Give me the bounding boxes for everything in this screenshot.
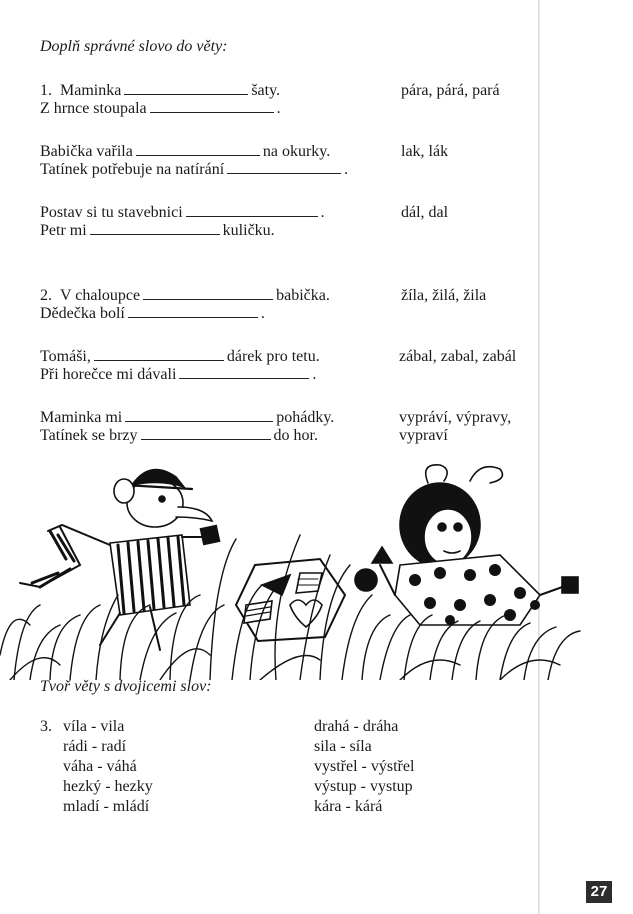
word-pair: váha - váhá	[63, 758, 137, 775]
answer-blank[interactable]	[90, 222, 220, 235]
page-number: 27	[586, 881, 612, 903]
word-options: žíla, žilá, žila	[401, 287, 487, 304]
word-pair: výstup - vystup	[314, 778, 413, 795]
exercise-1-row: Tatínek potřebuje na natírání .	[40, 161, 349, 178]
answer-blank[interactable]	[143, 287, 273, 300]
striped-character-illustration	[20, 470, 219, 650]
answer-blank[interactable]	[125, 409, 273, 422]
exercise-2-row: Tomáši, dárek pro tetu.	[40, 348, 320, 365]
answer-blank[interactable]	[227, 161, 341, 174]
word-options: pára, párá, pará	[401, 82, 500, 99]
exercise-1-row: Petr mi kuličku.	[40, 222, 275, 239]
exercise-1-instruction: Doplň správné slovo do věty:	[40, 38, 228, 55]
word-pair: vystřel - výstřel	[314, 758, 415, 775]
exercise-number: 1.	[40, 82, 52, 99]
exercise-number: 2.	[40, 287, 52, 304]
exercise-2-row: Tatínek se brzy do hor.	[40, 427, 318, 444]
word-options: vypraví	[399, 427, 448, 444]
word-pair: drahá - dráha	[314, 718, 399, 735]
exercise-2-row: 2. V chaloupce babička.	[40, 287, 330, 304]
cartoon-illustration	[0, 455, 590, 680]
exercise-number: 3.	[40, 718, 52, 735]
answer-blank[interactable]	[94, 348, 224, 361]
word-pair: sila - síla	[314, 738, 372, 755]
word-pair: kára - kárá	[314, 798, 383, 815]
exercise-2-row: Dědečka bolí .	[40, 305, 265, 322]
word-options: dál, dal	[401, 204, 449, 221]
answer-blank[interactable]	[186, 204, 318, 217]
exercise-1-row: Postav si tu stavebnici .	[40, 204, 325, 221]
answer-blank[interactable]	[179, 366, 309, 379]
word-options: zábal, zabal, zabál	[399, 348, 517, 365]
exercise-3-instruction: Tvoř věty s dvojicemi slov:	[40, 678, 212, 695]
answer-blank[interactable]	[141, 427, 271, 440]
polka-dot-girl-illustration	[355, 465, 578, 625]
answer-blank[interactable]	[128, 305, 258, 318]
word-pair: hezký - hezky	[63, 778, 153, 795]
word-pair: mladí - mládí	[63, 798, 150, 815]
word-options: lak, lák	[401, 143, 449, 160]
answer-blank[interactable]	[150, 100, 274, 113]
patterned-box-illustration	[236, 559, 345, 641]
word-pair: rádi - radí	[63, 738, 127, 755]
answer-blank[interactable]	[124, 82, 248, 95]
word-pair: víla - vila	[63, 718, 125, 735]
exercise-2-row: Při horečce mi dávali .	[40, 366, 317, 383]
exercise-1-row: Babička vařila na okurky.	[40, 143, 331, 160]
exercise-1-row: 1. Maminka šaty.	[40, 82, 281, 99]
exercise-1-row: Z hrnce stoupala .	[40, 100, 281, 117]
word-options: vypráví, výpravy,	[399, 409, 512, 426]
exercise-2-row: Maminka mi pohádky.	[40, 409, 335, 426]
answer-blank[interactable]	[136, 143, 260, 156]
